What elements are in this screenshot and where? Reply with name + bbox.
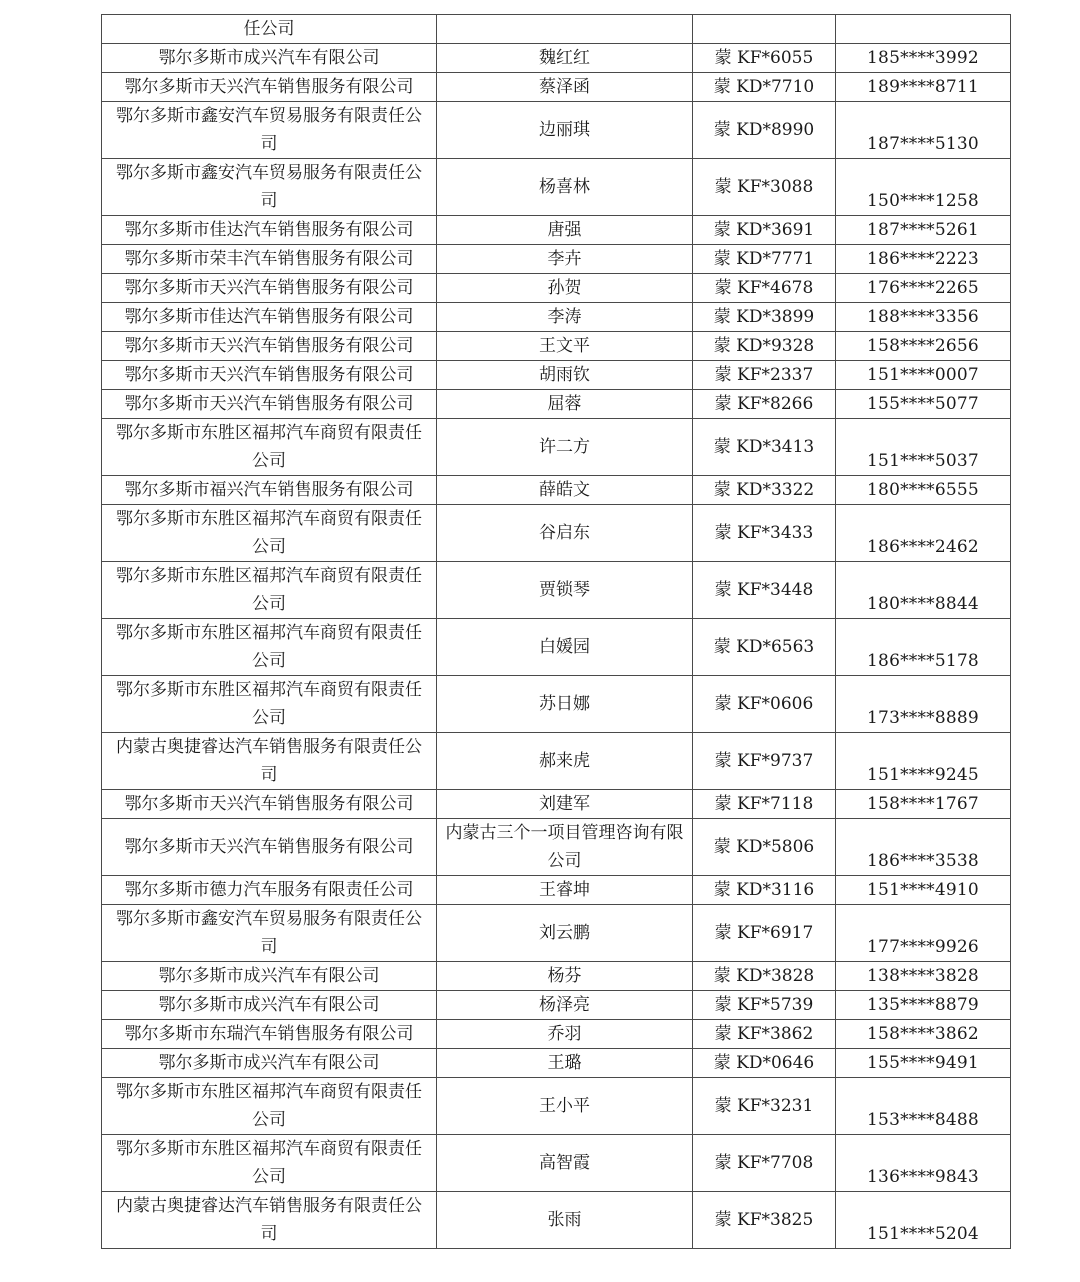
name-cell: 内蒙古三个一项目管理咨询有限公司 <box>437 819 693 876</box>
plate-number-cell: 蒙 KF*0606 <box>693 676 836 733</box>
company-cell: 内蒙古奥捷睿达汽车销售服务有限责任公司 <box>102 733 437 790</box>
table-row <box>102 562 1011 619</box>
name-cell: 孙贺 <box>437 274 693 303</box>
phone-cell: 155****5077 <box>836 390 1011 419</box>
name-cell: 刘云鹏 <box>437 905 693 962</box>
table-row <box>102 962 1011 991</box>
company-cell: 任公司 <box>102 15 437 44</box>
plate-number-cell: 蒙 KF*7708 <box>693 1135 836 1192</box>
company-cell: 鄂尔多斯市鑫安汽车贸易服务有限责任公司 <box>102 102 437 159</box>
table-row <box>102 991 1011 1020</box>
plate-number-cell: 蒙 KF*3088 <box>693 159 836 216</box>
company-cell: 鄂尔多斯市东胜区福邦汽车商贸有限责任公司 <box>102 562 437 619</box>
phone-cell: 151****5204 <box>836 1192 1011 1249</box>
phone-cell: 185****3992 <box>836 44 1011 73</box>
table-row <box>102 790 1011 819</box>
company-cell: 鄂尔多斯市东胜区福邦汽车商贸有限责任公司 <box>102 619 437 676</box>
company-cell: 鄂尔多斯市东胜区福邦汽车商贸有限责任公司 <box>102 1078 437 1135</box>
phone-cell: 187****5261 <box>836 216 1011 245</box>
table-row <box>102 733 1011 790</box>
company-cell: 鄂尔多斯市成兴汽车有限公司 <box>102 991 437 1020</box>
phone-cell: 151****0007 <box>836 361 1011 390</box>
phone-cell: 188****3356 <box>836 303 1011 332</box>
name-cell: 王睿坤 <box>437 876 693 905</box>
phone-cell: 158****1767 <box>836 790 1011 819</box>
company-cell: 鄂尔多斯市德力汽车服务有限责任公司 <box>102 876 437 905</box>
document-table-container <box>101 14 1010 1249</box>
plate-number-cell: 蒙 KF*9737 <box>693 733 836 790</box>
table-row <box>102 505 1011 562</box>
phone-cell: 180****8844 <box>836 562 1011 619</box>
name-cell: 杨泽亮 <box>437 991 693 1020</box>
table-row <box>102 905 1011 962</box>
plate-number-cell: 蒙 KF*4678 <box>693 274 836 303</box>
table-row <box>102 619 1011 676</box>
phone-cell: 176****2265 <box>836 274 1011 303</box>
phone-cell: 186****5178 <box>836 619 1011 676</box>
company-cell: 鄂尔多斯市天兴汽车销售服务有限公司 <box>102 390 437 419</box>
table-row <box>102 361 1011 390</box>
plate-number-cell: 蒙 KD*9328 <box>693 332 836 361</box>
company-cell: 鄂尔多斯市天兴汽车销售服务有限公司 <box>102 332 437 361</box>
company-cell: 鄂尔多斯市成兴汽车有限公司 <box>102 962 437 991</box>
name-cell: 李卉 <box>437 245 693 274</box>
phone-cell: 186****3538 <box>836 819 1011 876</box>
name-cell: 王文平 <box>437 332 693 361</box>
plate-number-cell: 蒙 KF*3825 <box>693 1192 836 1249</box>
name-cell: 魏红红 <box>437 44 693 73</box>
name-cell: 王小平 <box>437 1078 693 1135</box>
company-cell: 鄂尔多斯市东胜区福邦汽车商贸有限责任公司 <box>102 676 437 733</box>
company-cell: 鄂尔多斯市佳达汽车销售服务有限公司 <box>102 216 437 245</box>
phone-cell: 158****3862 <box>836 1020 1011 1049</box>
name-cell: 高智霞 <box>437 1135 693 1192</box>
phone-cell: 153****8488 <box>836 1078 1011 1135</box>
name-cell: 谷启东 <box>437 505 693 562</box>
plate-number-cell: 蒙 KD*3413 <box>693 419 836 476</box>
name-cell: 苏日娜 <box>437 676 693 733</box>
table-row <box>102 876 1011 905</box>
phone-cell: 158****2656 <box>836 332 1011 361</box>
company-cell: 鄂尔多斯市天兴汽车销售服务有限公司 <box>102 361 437 390</box>
plate-number-cell: 蒙 KD*3322 <box>693 476 836 505</box>
table-row <box>102 1192 1011 1249</box>
plate-number-cell: 蒙 KD*7710 <box>693 73 836 102</box>
plate-number-cell: 蒙 KF*2337 <box>693 361 836 390</box>
company-cell: 鄂尔多斯市天兴汽车销售服务有限公司 <box>102 274 437 303</box>
phone-cell: 138****3828 <box>836 962 1011 991</box>
phone-cell: 187****5130 <box>836 102 1011 159</box>
plate-number-cell: 蒙 KD*3116 <box>693 876 836 905</box>
phone-cell: 151****5037 <box>836 419 1011 476</box>
name-cell: 郝来虎 <box>437 733 693 790</box>
plate-number-cell: 蒙 KD*3691 <box>693 216 836 245</box>
name-cell: 乔羽 <box>437 1020 693 1049</box>
registration-table <box>101 14 1011 1249</box>
name-cell: 许二方 <box>437 419 693 476</box>
phone-cell <box>836 15 1011 44</box>
name-cell: 王璐 <box>437 1049 693 1078</box>
name-cell: 刘建军 <box>437 790 693 819</box>
name-cell: 张雨 <box>437 1192 693 1249</box>
table-row <box>102 1135 1011 1192</box>
plate-number-cell: 蒙 KD*3828 <box>693 962 836 991</box>
phone-cell: 189****8711 <box>836 73 1011 102</box>
name-cell <box>437 15 693 44</box>
plate-number-cell: 蒙 KF*3231 <box>693 1078 836 1135</box>
company-cell: 鄂尔多斯市东胜区福邦汽车商贸有限责任公司 <box>102 1135 437 1192</box>
table-row <box>102 303 1011 332</box>
table-row <box>102 1078 1011 1135</box>
company-cell: 鄂尔多斯市天兴汽车销售服务有限公司 <box>102 790 437 819</box>
name-cell: 贾锁琴 <box>437 562 693 619</box>
plate-number-cell: 蒙 KF*6055 <box>693 44 836 73</box>
plate-number-cell: 蒙 KF*5739 <box>693 991 836 1020</box>
table-row <box>102 44 1011 73</box>
phone-cell: 180****6555 <box>836 476 1011 505</box>
table-row <box>102 1020 1011 1049</box>
table-row <box>102 15 1011 44</box>
name-cell: 蔡泽函 <box>437 73 693 102</box>
phone-cell: 186****2462 <box>836 505 1011 562</box>
phone-cell: 135****8879 <box>836 991 1011 1020</box>
table-row <box>102 102 1011 159</box>
plate-number-cell: 蒙 KD*8990 <box>693 102 836 159</box>
phone-cell: 151****9245 <box>836 733 1011 790</box>
table-row <box>102 819 1011 876</box>
phone-cell: 155****9491 <box>836 1049 1011 1078</box>
company-cell: 鄂尔多斯市天兴汽车销售服务有限公司 <box>102 73 437 102</box>
company-cell: 鄂尔多斯市佳达汽车销售服务有限公司 <box>102 303 437 332</box>
phone-cell: 177****9926 <box>836 905 1011 962</box>
plate-number-cell: 蒙 KD*3899 <box>693 303 836 332</box>
phone-cell: 136****9843 <box>836 1135 1011 1192</box>
table-row <box>102 332 1011 361</box>
table-row <box>102 476 1011 505</box>
table-row <box>102 390 1011 419</box>
name-cell: 杨喜林 <box>437 159 693 216</box>
name-cell: 唐强 <box>437 216 693 245</box>
name-cell: 李涛 <box>437 303 693 332</box>
company-cell: 鄂尔多斯市东胜区福邦汽车商贸有限责任公司 <box>102 505 437 562</box>
company-cell: 鄂尔多斯市成兴汽车有限公司 <box>102 1049 437 1078</box>
table-row <box>102 419 1011 476</box>
plate-number-cell: 蒙 KF*8266 <box>693 390 836 419</box>
company-cell: 鄂尔多斯市鑫安汽车贸易服务有限责任公司 <box>102 159 437 216</box>
plate-number-cell: 蒙 KD*7771 <box>693 245 836 274</box>
company-cell: 鄂尔多斯市成兴汽车有限公司 <box>102 44 437 73</box>
plate-number-cell: 蒙 KD*5806 <box>693 819 836 876</box>
table-row <box>102 245 1011 274</box>
phone-cell: 151****4910 <box>836 876 1011 905</box>
table-body <box>102 15 1011 1249</box>
phone-cell: 150****1258 <box>836 159 1011 216</box>
phone-cell: 186****2223 <box>836 245 1011 274</box>
plate-number-cell: 蒙 KD*6563 <box>693 619 836 676</box>
plate-number-cell: 蒙 KF*6917 <box>693 905 836 962</box>
company-cell: 鄂尔多斯市天兴汽车销售服务有限公司 <box>102 819 437 876</box>
plate-number-cell: 蒙 KF*3862 <box>693 1020 836 1049</box>
table-row <box>102 1049 1011 1078</box>
plate-number-cell: 蒙 KF*3433 <box>693 505 836 562</box>
company-cell: 鄂尔多斯市荣丰汽车销售服务有限公司 <box>102 245 437 274</box>
table-row <box>102 274 1011 303</box>
plate-number-cell: 蒙 KF*7118 <box>693 790 836 819</box>
company-cell: 鄂尔多斯市鑫安汽车贸易服务有限责任公司 <box>102 905 437 962</box>
name-cell: 边丽琪 <box>437 102 693 159</box>
company-cell: 鄂尔多斯市福兴汽车销售服务有限公司 <box>102 476 437 505</box>
table-row <box>102 159 1011 216</box>
name-cell: 白媛园 <box>437 619 693 676</box>
table-row <box>102 676 1011 733</box>
company-cell: 鄂尔多斯市东胜区福邦汽车商贸有限责任公司 <box>102 419 437 476</box>
company-cell: 鄂尔多斯市东瑞汽车销售服务有限公司 <box>102 1020 437 1049</box>
company-cell: 内蒙古奥捷睿达汽车销售服务有限责任公司 <box>102 1192 437 1249</box>
name-cell: 屈蓉 <box>437 390 693 419</box>
plate-number-cell: 蒙 KF*3448 <box>693 562 836 619</box>
table-row <box>102 216 1011 245</box>
table-row <box>102 73 1011 102</box>
phone-cell: 173****8889 <box>836 676 1011 733</box>
name-cell: 胡雨钦 <box>437 361 693 390</box>
name-cell: 杨芬 <box>437 962 693 991</box>
name-cell: 薛皓文 <box>437 476 693 505</box>
plate-number-cell <box>693 15 836 44</box>
plate-number-cell: 蒙 KD*0646 <box>693 1049 836 1078</box>
